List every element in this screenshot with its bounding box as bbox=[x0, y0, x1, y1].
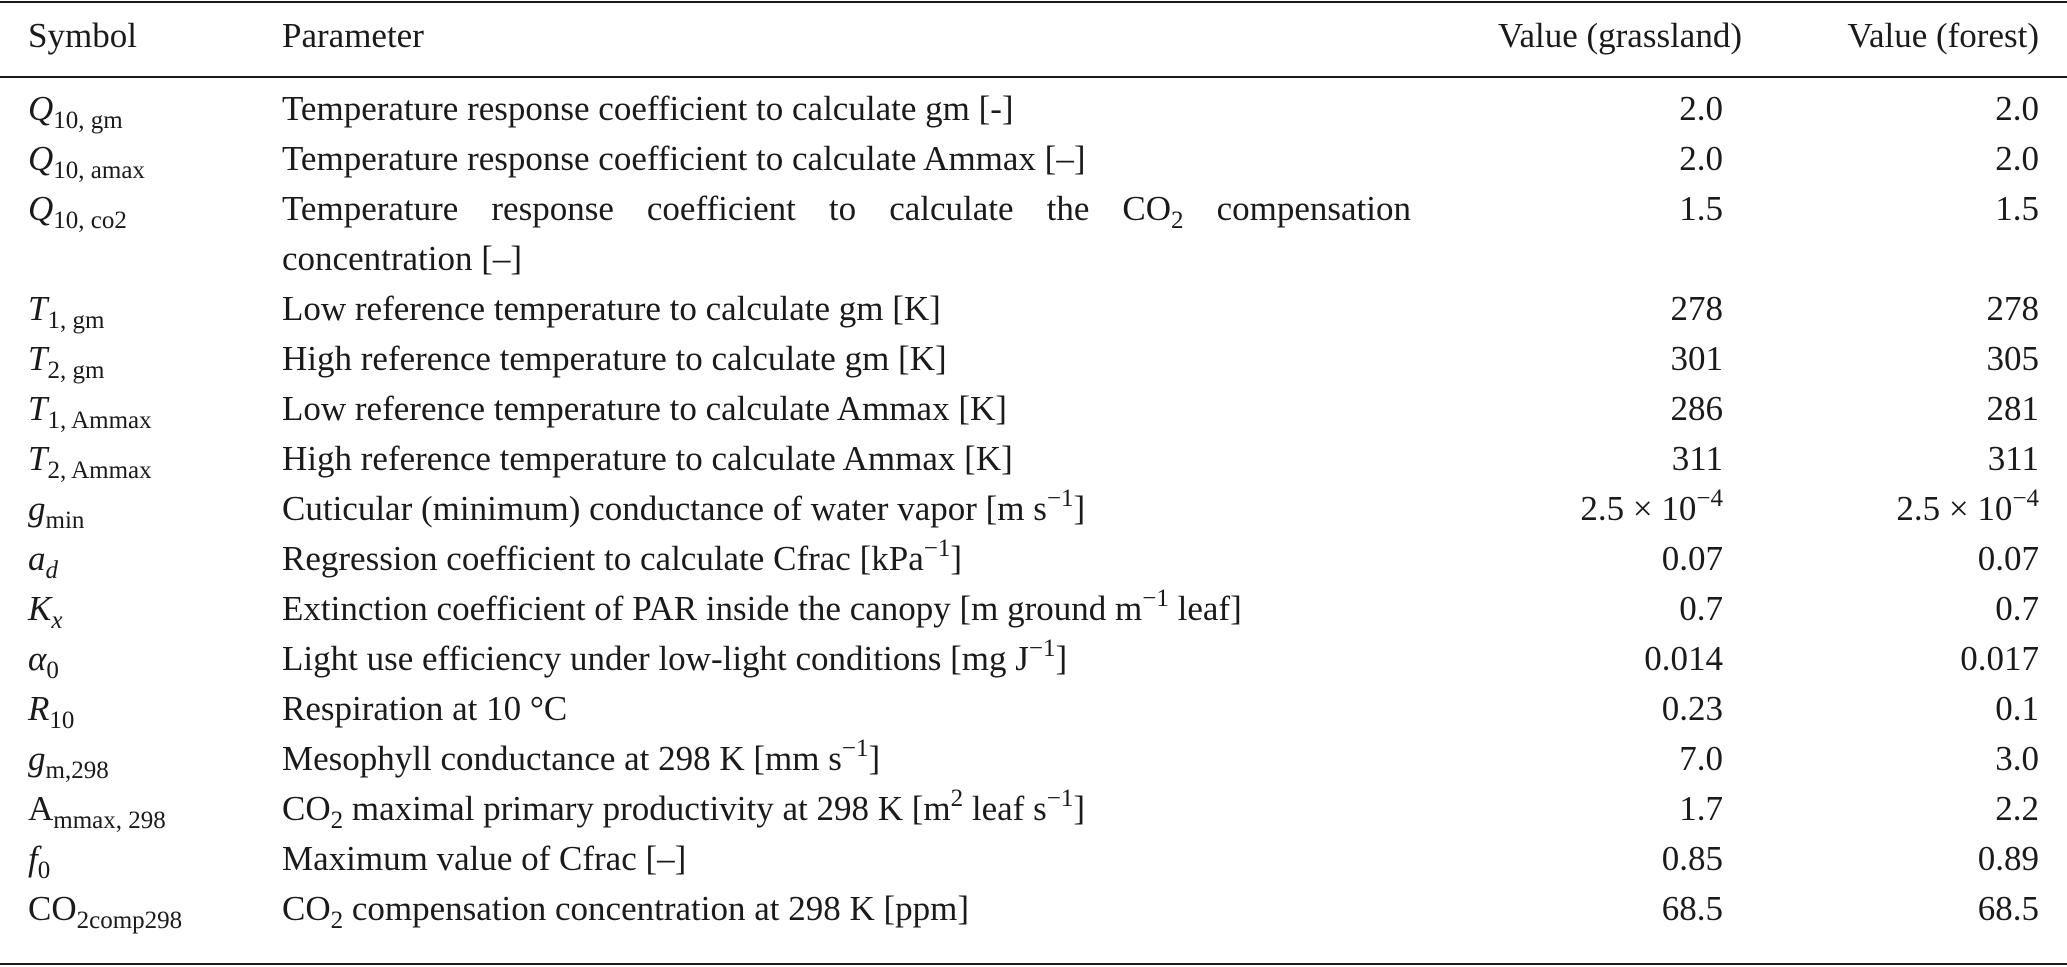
grassland-value: 0.014 bbox=[1644, 639, 1723, 678]
forest-value: 3.0 bbox=[1995, 739, 2039, 778]
parameter-cell: $CO_2$ compensation concentration at 298 K [ppm] bbox=[282, 889, 970, 934]
parameter-cell: Temperature response coefficient to calculate gm [-] bbox=[282, 89, 1014, 128]
table-row bbox=[0, 884, 2067, 934]
table-row bbox=[0, 584, 2067, 634]
table-row bbox=[0, 684, 2067, 734]
symbol-cell: $a_d$ bbox=[28, 539, 58, 584]
header-parameter: Parameter bbox=[282, 16, 424, 55]
symbol-cell: $T_{1, gm}$ bbox=[28, 289, 105, 334]
symbol-cell: $f_0$ bbox=[28, 839, 51, 884]
forest-value: 0.7 bbox=[1995, 589, 2039, 628]
symbol-cell: $g_{m,298}$ bbox=[28, 739, 109, 784]
symbol-cell: $R_{10}$ bbox=[28, 689, 75, 734]
table-row bbox=[0, 634, 2067, 684]
parameter-cell: $CO_2$ maximal primary productivity at 298 K [$m^2$ leaf $s^{-1}$] bbox=[282, 785, 1085, 834]
parameter-cell: High reference temperature to calculate Ammax [K] bbox=[282, 439, 1013, 478]
grassland-value: 301 bbox=[1670, 339, 1723, 378]
forest-value: 0.89 bbox=[1977, 839, 2039, 878]
parameter-cell: Mesophyll conductance at 298 K [mm $s^{-1}$] bbox=[282, 735, 881, 778]
symbol-cell: $Q_{10, amax}$ bbox=[28, 139, 145, 184]
parameter-cell: High reference temperature to calculate gm [K] bbox=[282, 339, 947, 378]
parameter-cell: Low reference temperature to calculate Ammax [K] bbox=[282, 389, 1007, 428]
symbol-cell: $\alpha_0$ bbox=[28, 639, 59, 684]
forest-value: 1.5 bbox=[1995, 189, 2039, 228]
grassland-value: 0.07 bbox=[1661, 539, 1723, 578]
forest-value: $2.5 \times 10^{-4}$ bbox=[1896, 485, 2039, 528]
symbol-cell: $T_{2, gm}$ bbox=[28, 339, 105, 384]
symbol-cell: $T_{1, Ammax}$ bbox=[28, 389, 152, 434]
parameter-cell: Regression coefficient to calculate Cfrac [kPa$^{-1}$] bbox=[282, 535, 962, 578]
table-row bbox=[0, 384, 2067, 434]
forest-value: 2.0 bbox=[1995, 89, 2039, 128]
symbol-cell: $Q_{10, gm}$ bbox=[28, 89, 123, 134]
table-row bbox=[0, 484, 2067, 534]
header-symbol: Symbol bbox=[28, 16, 137, 55]
parameter-cell: Extinction coefficient of PAR inside the canopy [m ground $m^{-1}$ leaf] bbox=[282, 585, 1242, 628]
parameter-cell: Cuticular (minimum) conductance of water vapor [m $s^{-1}$] bbox=[282, 485, 1086, 528]
symbol-cell: $CO_{2comp298}$ bbox=[28, 889, 183, 934]
symbol-cell: $A_{mmax, 298}$ bbox=[28, 789, 166, 834]
symbol-cell: $K_x$ bbox=[28, 589, 63, 634]
grassland-value: 1.7 bbox=[1679, 789, 1723, 828]
forest-value: 0.1 bbox=[1995, 689, 2039, 728]
grassland-value: 1.5 bbox=[1679, 189, 1723, 228]
parameter-table bbox=[0, 4, 2067, 934]
symbol-cell: $Q_{10, co2}$ bbox=[28, 189, 127, 234]
header-forest: Value (forest) bbox=[1847, 16, 2039, 55]
symbol-cell: $g_{min}$ bbox=[28, 489, 85, 534]
table-row bbox=[0, 734, 2067, 784]
forest-value: 68.5 bbox=[1977, 889, 2039, 928]
grassland-value: 2.0 bbox=[1679, 139, 1723, 178]
header-grassland: Value (grassland) bbox=[1498, 16, 1742, 55]
parameter-cell: Temperature response coefficient to calculate the $CO_2$ compensation concentration [–] bbox=[282, 189, 1411, 278]
table-row bbox=[0, 834, 2067, 884]
grassland-value: 0.23 bbox=[1661, 689, 1723, 728]
parameter-cell: Low reference temperature to calculate gm [K] bbox=[282, 289, 941, 328]
forest-value: 2.0 bbox=[1995, 139, 2039, 178]
symbol-cell: $T_{2, Ammax}$ bbox=[28, 439, 152, 484]
grassland-value: 286 bbox=[1670, 389, 1723, 428]
forest-value: 2.2 bbox=[1995, 789, 2039, 828]
forest-value: 311 bbox=[1987, 439, 2039, 478]
grassland-value: 68.5 bbox=[1661, 889, 1723, 928]
grassland-value: 278 bbox=[1670, 289, 1723, 328]
table-row bbox=[0, 284, 2067, 334]
parameter-cell: Light use efficiency under low-light conditions [mg $J^{-1}$] bbox=[282, 635, 1068, 678]
parameter-cell: Respiration at 10 °C bbox=[282, 689, 568, 728]
table-row bbox=[0, 784, 2067, 834]
top-rule bbox=[0, 1, 2067, 3]
grassland-value: 2.0 bbox=[1679, 89, 1723, 128]
table-row bbox=[0, 334, 2067, 384]
parameter-cell: Maximum value of Cfrac [–] bbox=[282, 839, 687, 878]
table-row bbox=[0, 134, 2067, 184]
table-row bbox=[0, 68, 2067, 134]
grassland-value: 7.0 bbox=[1679, 739, 1723, 778]
parameter-cell: Temperature response coefficient to calculate Ammax [–] bbox=[282, 139, 1086, 178]
table-row bbox=[0, 184, 2067, 284]
forest-value: 281 bbox=[1986, 389, 2039, 428]
bottom-rule bbox=[0, 963, 2067, 965]
grassland-value: $2.5 \times 10^{-4}$ bbox=[1580, 485, 1723, 528]
forest-value: 0.07 bbox=[1977, 539, 2039, 578]
forest-value: 0.017 bbox=[1960, 639, 2039, 678]
grassland-value: 0.85 bbox=[1661, 839, 1723, 878]
table-row bbox=[0, 534, 2067, 584]
forest-value: 278 bbox=[1986, 289, 2039, 328]
grassland-value: 0.7 bbox=[1679, 589, 1723, 628]
grassland-value: 311 bbox=[1671, 439, 1723, 478]
forest-value: 305 bbox=[1986, 339, 2039, 378]
table-header-row bbox=[0, 4, 2067, 68]
table-row bbox=[0, 434, 2067, 484]
